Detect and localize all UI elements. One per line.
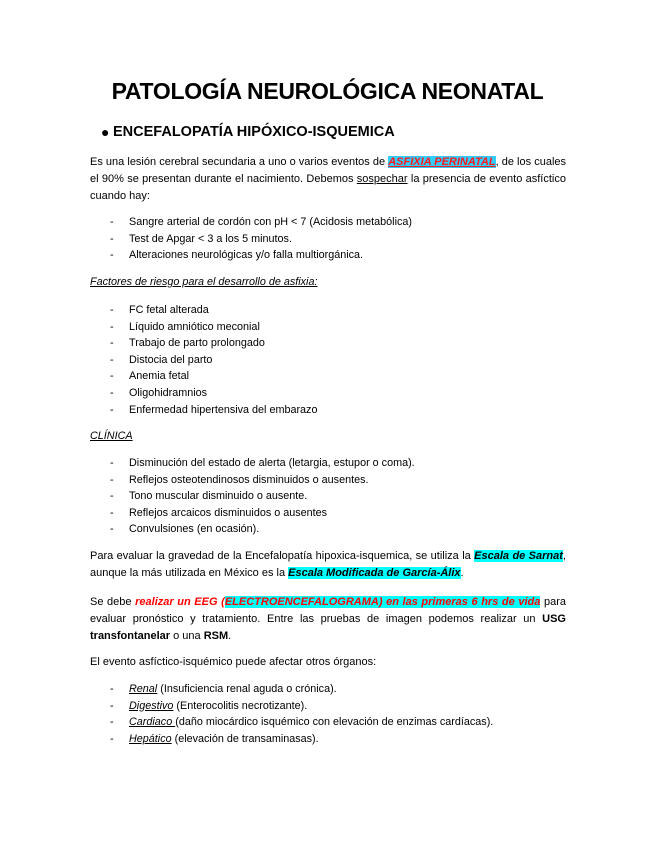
severity-paragraph [90,548,566,582]
organ-name: Renal [129,683,158,695]
organs-intro: El evento asfíctico-isquémico puede afectar otros órganos: [90,656,377,668]
list-item: - Tono muscular disminuido o ausente. [90,488,570,505]
organ-desc: (Enterocolitis necrotizante). [173,699,308,712]
section-heading [101,124,395,140]
list-item: - FC fetal alterada [90,302,570,319]
eeg-red-highlight: ELECTROENCEFALOGRAMA) en las primeras 6 hrs de vida [224,596,541,608]
severity-text-2: , aunque la más utilizada en México es la [90,550,566,579]
section-heading-text: ENCEFALOPATÍA HIPÓXICO-ISQUEMICA [113,124,395,140]
rsm-bold: RSM [203,630,229,642]
list-item: - Líquido amniótico meconial [90,319,570,336]
list-item: - Sangre arterial de cordón con pH < 7 (Acidosis metabólica) [90,214,570,231]
list-item: - Trabajo de parto prolongado [90,335,570,352]
list-item [90,681,570,698]
list-item: - Test de Apgar < 3 a los 5 minutos. [90,231,570,248]
eeg-paragraph [90,594,566,645]
list-item: - Oligohidramnios [90,385,570,402]
bullet-icon: ● [101,124,110,140]
organ-name: Digestivo [129,699,174,712]
list-item: - Distocia del parto [90,352,570,369]
intro-text-3: la presencia de evento asfíctico cuando hay: [90,173,566,202]
list-item: - Enfermedad hipertensiva del embarazo [90,402,570,419]
risk-factors-label: Factores de riesgo para el desarrollo de asfixia: [90,276,318,288]
list-item [90,698,570,715]
page-title: PATOLOGÍA NEUROLÓGICA NEONATAL [111,78,544,104]
sospechar-underlined: sospechar [356,173,408,185]
list-item: - Reflejos osteotendinosos disminuidos o ausentes. [90,472,570,489]
organ-name: Cardiaco [129,716,176,729]
list-item: - Reflejos arcaicos disminuidos o ausentes [90,505,570,522]
suspect-list [90,214,570,264]
severity-text-1: Para evaluar la gravedad de la Encefalopatía hipoxica-isquemica, se utiliza la [90,550,475,562]
list-item: - Disminución del estado de alerta (letargia, estupor o coma). [90,455,570,472]
organ-desc: (Insuficiencia renal aguda o crónica). [157,683,337,695]
eeg-text-3: o una [170,630,204,642]
eeg-text-2: para evaluar pronóstico y tratamiento. Entre las pruebas de imagen podemos realizar un [90,596,566,625]
usg-bold: USG transfontanelar [90,613,566,642]
eeg-text-1: Se debe [90,596,136,608]
list-item [90,714,570,731]
intro-text-1: Es una lesión cerebral secundaria a uno o varios eventos de [90,156,389,168]
risk-factors-list [90,302,570,418]
intro-text-2: , de los cuales el 90% se presentan durante el nacimiento. Debemos [90,156,566,185]
list-item [90,731,570,748]
organ-name: Hepático [129,732,172,745]
eeg-red-text: realizar un EEG ( [135,596,225,608]
clinic-list [90,455,570,538]
list-item: - Anemia fetal [90,368,570,385]
garcia-alix-scale-highlight: Escala Modificada de García-Álix [288,567,461,579]
organs-list [90,681,570,747]
intro-paragraph [90,154,566,205]
organ-desc: (elevación de transaminasas). [171,732,319,745]
severity-text-3: . [460,567,464,579]
eeg-text-4: . [228,630,232,642]
organ-desc: (daño miocárdico isquémico con elevación de enzimas cardíacas). [175,716,494,729]
list-item: - Convulsiones (en ocasión). [90,521,570,538]
clinic-label: CLÍNICA [90,430,133,442]
sarnat-scale-highlight: Escala de Sarnat [474,550,563,562]
asfixia-highlight: ASFIXIA PERINATAL [388,156,496,168]
list-item: - Alteraciones neurológicas y/o falla multiorgánica. [90,247,570,264]
